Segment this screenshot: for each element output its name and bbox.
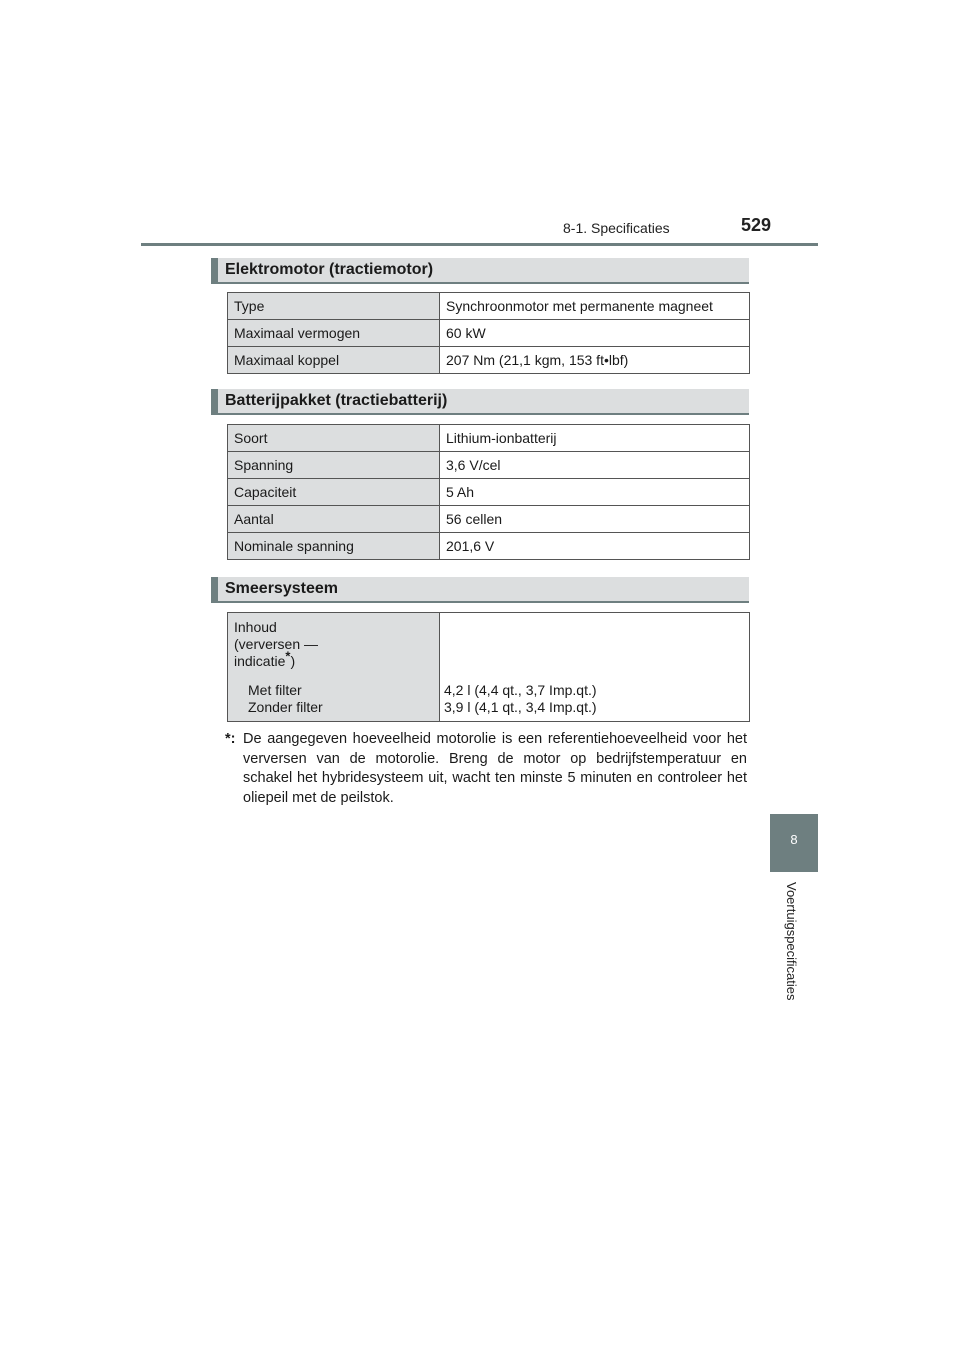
footnote-text: De aangegeven hoeveelheid motorolie is een referentiehoeveelheid voor het verversen van de motorolie. Breng de motor op bedrijfstemperatuur en schakel het hybridesysteem uit, wacht ten minste 5 minuten en controleer het oliepeil met de peilstok. — [243, 731, 747, 806]
chapter-number: 8 — [790, 832, 798, 847]
header-divider — [141, 243, 818, 246]
footnote-marker: *: — [225, 731, 236, 747]
spec-value: Lithium-ionbatterij — [440, 425, 750, 452]
smeer-value-cell — [440, 613, 749, 721]
spec-value: 3,6 V/cel — [440, 452, 750, 479]
spec-label: Aantal — [228, 506, 440, 533]
indicatie-close: ) — [290, 653, 296, 669]
met-filter-value: 4,2 l (4,4 qt., 3,7 Imp.qt.) — [444, 682, 597, 698]
chapter-label: Voertuigspecificaties — [784, 882, 799, 1001]
smeer-heading — [211, 577, 749, 603]
met-filter-label: Met filter — [248, 682, 302, 698]
spec-label: Soort — [228, 425, 440, 452]
spec-value: 207 Nm (21,1 kgm, 153 ft•lbf) — [440, 347, 750, 374]
table-row — [228, 425, 750, 452]
batterij-title: Batterijpakket (tractiebatterij) — [225, 392, 448, 409]
spec-value: 56 cellen — [440, 506, 750, 533]
spec-label: Type — [228, 293, 440, 320]
spec-label: Nominale spanning — [228, 533, 440, 560]
spec-label: Maximaal vermogen — [228, 320, 440, 347]
table-row — [228, 320, 750, 347]
section-title-header: 8-1. Specificaties — [563, 220, 670, 236]
table-row — [228, 506, 750, 533]
smeer-title: Smeersysteem — [225, 580, 338, 597]
spec-value: 60 kW — [440, 320, 750, 347]
spec-label: Maximaal koppel — [228, 347, 440, 374]
table-row — [228, 347, 750, 374]
elektromotor-table — [227, 292, 750, 374]
table-row — [228, 452, 750, 479]
spec-value: 201,6 V — [440, 533, 750, 560]
elektromotor-heading — [211, 258, 749, 284]
table-row — [228, 479, 750, 506]
spec-value: Synchroonmotor met permanente magneet — [440, 293, 750, 320]
elektromotor-title: Elektromotor (tractiemotor) — [225, 261, 434, 278]
table-row — [228, 293, 750, 320]
page-number: 529 — [741, 215, 772, 235]
verversen-label: (verversen — — [234, 636, 319, 652]
smeer-label-cell — [228, 613, 440, 721]
spec-label: Capaciteit — [228, 479, 440, 506]
footnote — [225, 730, 747, 808]
inhoud-label: Inhoud — [234, 619, 277, 635]
spec-value: 5 Ah — [440, 479, 750, 506]
batterij-table — [227, 424, 750, 560]
chapter-tab — [770, 814, 818, 872]
footnote-star: * — [285, 648, 291, 664]
zonder-filter-value: 3,9 l (4,1 qt., 3,4 Imp.qt.) — [444, 699, 597, 715]
indicatie-text: indicatie — [234, 653, 286, 669]
smeer-table — [227, 612, 750, 722]
indicatie-label — [234, 648, 296, 670]
batterij-heading — [211, 389, 749, 415]
zonder-filter-label: Zonder filter — [248, 699, 323, 715]
table-row — [228, 533, 750, 560]
spec-label: Spanning — [228, 452, 440, 479]
